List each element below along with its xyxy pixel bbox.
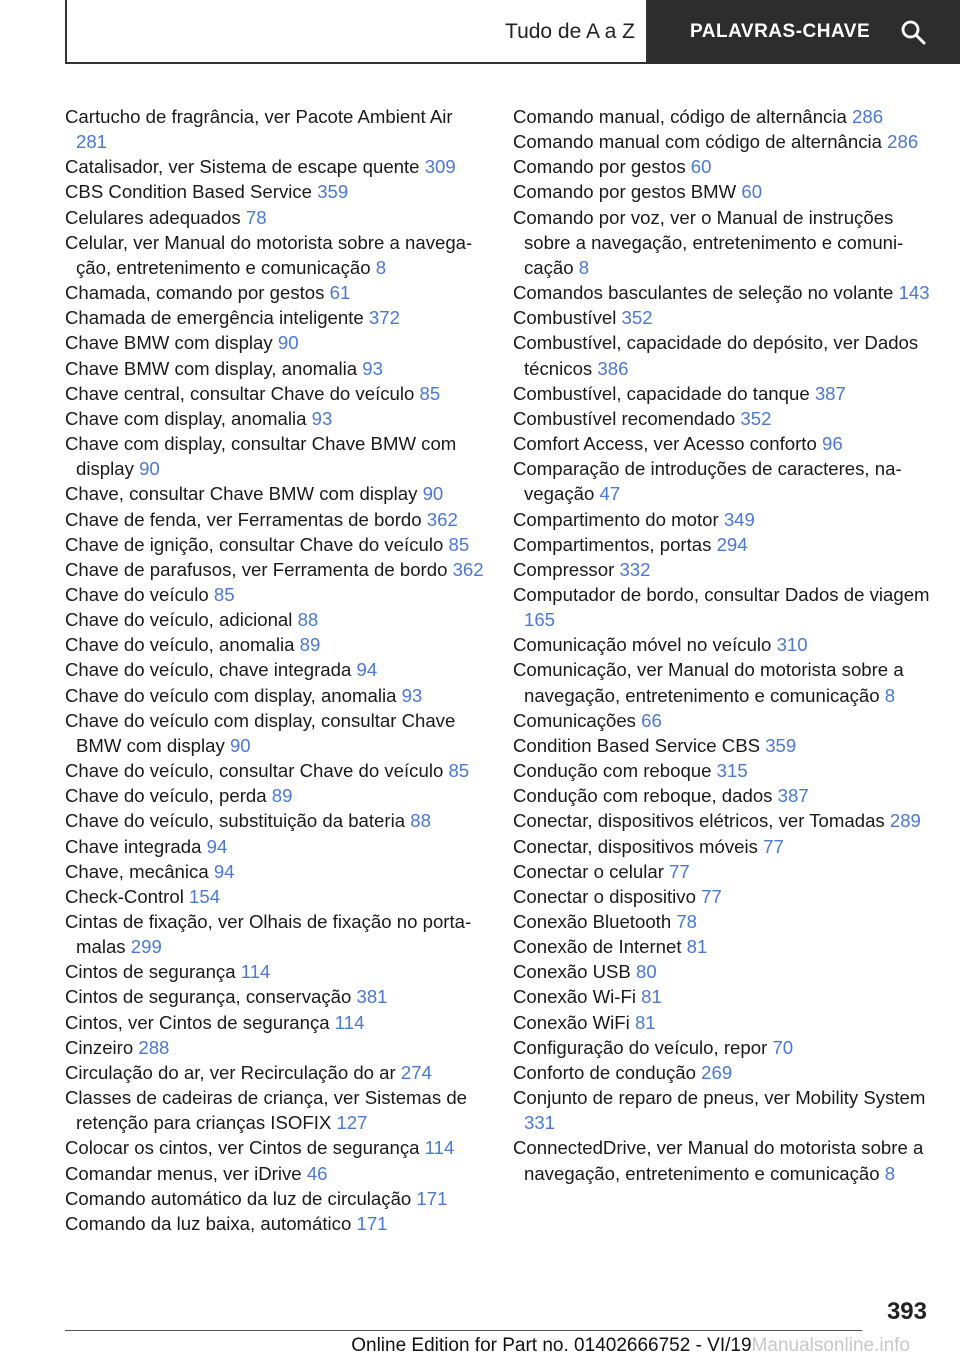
index-entry-text: Conexão Bluetooth (513, 911, 672, 932)
page-link[interactable]: 310 (776, 634, 808, 656)
page-link[interactable]: 70 (772, 1036, 794, 1058)
index-entry-text: Comunicações (513, 709, 636, 731)
index-entry-text: Chave central, consultar Chave do veículo (65, 382, 415, 404)
index-entry-text: Cinzeiro (65, 1036, 134, 1058)
page-link[interactable]: 114 (424, 1137, 455, 1159)
page-link[interactable]: 171 (416, 1187, 448, 1209)
page-link[interactable]: 299 (130, 936, 162, 958)
index-entry (65, 356, 485, 381)
index-entry-text: Colocar os cintos, ver Cintos de segurança (65, 1137, 420, 1159)
page-link[interactable]: 66 (641, 709, 662, 731)
index-entry-text: Chave com display, consultar Chave BMW com display (65, 433, 457, 480)
keywords-tab[interactable] (648, 0, 960, 64)
index-entry (513, 305, 931, 330)
index-entry (65, 1010, 485, 1035)
index-entry-text: Comfort Access, ver Acesso conforto (513, 433, 817, 455)
page-link[interactable]: 77 (669, 860, 690, 882)
page-link[interactable]: 90 (229, 734, 251, 756)
index-entry-text: Cintas de fixação, ver Olhais de fixação no porta-malas (65, 911, 472, 958)
index-entry (65, 1161, 485, 1186)
index-entry (513, 859, 931, 884)
index-entry (513, 783, 931, 808)
page-link[interactable]: 60 (690, 156, 712, 178)
index-entry-text: Chave do veículo (65, 583, 209, 605)
index-entry (65, 557, 485, 582)
index-entry-text: Chave do veículo, perda (65, 785, 267, 807)
page-link[interactable]: 309 (424, 156, 456, 178)
page-number: 393 (886, 1298, 927, 1325)
section-title: Tudo de A a Z (505, 20, 635, 43)
index-entry-text: Computador de bordo, consultar Dados de viagem (513, 583, 930, 605)
page-link[interactable]: 90 (277, 332, 299, 354)
page-link[interactable]: 88 (410, 810, 431, 832)
index-entry (65, 1035, 485, 1060)
index-entry-text: Combustível recomendado (513, 407, 736, 429)
index-entry-text: Conexão de Internet (513, 936, 682, 958)
index-entry (513, 959, 931, 984)
index-entry (513, 431, 931, 456)
page-link[interactable]: 386 (597, 357, 629, 379)
index-entry-text: Comando manual, código de alternância (513, 106, 847, 127)
index-entry (65, 305, 485, 330)
index-entry (513, 179, 931, 204)
index-entry-text: Chave com display, anomalia (65, 407, 307, 429)
index-entry-text: Chave, consultar Chave BMW com display (65, 483, 418, 505)
index-entry-text: Comando por gestos (513, 156, 686, 178)
page-link[interactable]: 94 (206, 835, 228, 857)
index-entry (513, 1060, 931, 1085)
index-column-right (513, 104, 931, 1186)
index-entry (513, 154, 931, 179)
page-link[interactable]: 127 (336, 1112, 368, 1134)
index-entry-text: Cartucho de fragrância, ver Pacote Ambient Air (65, 106, 453, 127)
index-entry (513, 808, 931, 833)
page-link[interactable]: 274 (400, 1061, 432, 1083)
index-entry-text: Condition Based Service CBS (513, 734, 761, 756)
page-link[interactable]: 78 (245, 206, 267, 228)
index-entry-text: Combustível, capacidade do tanque (513, 382, 810, 404)
index-entry (65, 758, 485, 783)
index-entry (513, 507, 931, 532)
index-entry (513, 1085, 931, 1135)
page-link[interactable]: 88 (297, 609, 319, 631)
index-entry (65, 1060, 485, 1085)
index-entry (513, 1135, 931, 1185)
index-entry-text: Configuração do veículo, repor (513, 1036, 768, 1058)
page-link[interactable]: 349 (723, 508, 755, 530)
footer-edition: Online Edition for Part no. 01402666752 - VI/19 (351, 1335, 752, 1356)
page-link[interactable]: 286 (852, 106, 884, 127)
page-link[interactable]: 114 (240, 961, 271, 983)
page-link[interactable]: 362 (452, 558, 484, 580)
index-entry-text: Comandar menus, ver iDrive (65, 1162, 302, 1184)
index-entry-text: Circulação do ar, ver Recirculação do ar (65, 1061, 396, 1083)
index-entry (513, 1035, 931, 1060)
page-link[interactable]: 286 (887, 131, 919, 153)
page-link[interactable]: 77 (763, 835, 784, 857)
page-link[interactable]: 94 (213, 860, 235, 882)
index-entry-text: Chave, mecânica (65, 860, 209, 882)
index-entry-text: Chave de parafusos, ver Ferramenta de bordo (65, 558, 448, 580)
index-entry (65, 431, 485, 481)
index-entry-text: Compartimento do motor (513, 508, 719, 530)
index-entry-text: Conectar o dispositivo (513, 885, 696, 907)
page-link[interactable]: 96 (822, 433, 843, 455)
index-entry-text: Combustível (513, 307, 617, 329)
page-link[interactable]: 8 (578, 256, 590, 278)
page-link[interactable]: 143 (898, 282, 930, 304)
page-link[interactable]: 352 (740, 407, 772, 429)
index-entry (65, 632, 485, 657)
index-entry (513, 205, 931, 280)
index-entry (65, 280, 485, 305)
index-entry-text: Comando por voz, ver o Manual de instruções sobre a navegação, entretenimento e comunicação (513, 206, 904, 278)
page-link[interactable]: 281 (76, 131, 108, 153)
index-entry (65, 984, 485, 1009)
index-entry-text: Chave do veículo com display, consultar Chave BMW com display (65, 709, 456, 756)
page-link[interactable]: 90 (422, 483, 444, 505)
index-entry (65, 532, 485, 557)
index-entry-text: Celulares adequados (65, 206, 241, 228)
index-entry (513, 708, 931, 733)
page-link[interactable]: 8 (884, 684, 896, 706)
index-entry-text: Conjunto de reparo de pneus, ver Mobility System (513, 1087, 926, 1109)
page-link[interactable]: 93 (362, 357, 383, 379)
index-entry (65, 708, 485, 758)
index-entry (513, 984, 931, 1009)
index-entry-text: Comando manual com código de alternância (513, 131, 882, 153)
index-entry (65, 657, 485, 682)
index-entry-text: Classes de cadeiras de criança, ver Sistemas de retenção para crianças ISOFIX (65, 1087, 468, 1134)
page-link[interactable]: 315 (716, 760, 748, 782)
index-entry-text: Comando por gestos BMW (513, 181, 737, 203)
footer (351, 1330, 910, 1362)
index-entry (65, 959, 485, 984)
index-entry (65, 481, 485, 506)
index-entry (513, 104, 931, 129)
page-link[interactable]: 85 (448, 533, 470, 555)
page-link[interactable]: 362 (426, 508, 458, 530)
index-entry-text: Comparação de introduções de caracteres, navegação (513, 458, 902, 505)
page-link[interactable]: 89 (299, 634, 321, 656)
page-link[interactable]: 94 (356, 659, 378, 681)
index-entry (513, 909, 931, 934)
index-entry (513, 129, 931, 154)
index-entry-text: Comando automático da luz de circulação (65, 1187, 412, 1209)
page-link[interactable]: 93 (401, 684, 423, 706)
index-entry (65, 834, 485, 859)
index-entry-text: Cintos de segurança, conservação (65, 986, 352, 1008)
index-entry-text: Chave BMW com display, anomalia (65, 357, 358, 379)
page-link[interactable]: 387 (777, 785, 809, 807)
page-link[interactable]: 81 (686, 936, 708, 958)
page-link[interactable]: 154 (189, 885, 221, 907)
index-entry (65, 859, 485, 884)
index-entry (513, 1010, 931, 1035)
keywords-tab-label: PALAVRAS-CHAVE (690, 21, 871, 42)
page-link[interactable]: 89 (271, 785, 293, 807)
index-entry-text: Comando da luz baixa, automático (65, 1212, 352, 1234)
index-entry-text: Chave do veículo, consultar Chave do veículo (65, 760, 444, 782)
index-entry (513, 834, 931, 859)
index-entry-text: Chave do veículo, adicional (65, 609, 293, 631)
index-entry-text: Chave de ignição, consultar Chave do veículo (65, 533, 444, 555)
page-link[interactable]: 372 (368, 307, 400, 329)
index-entry-text: Chamada, comando por gestos (65, 282, 325, 304)
index-entry (513, 657, 931, 707)
index-entry-text: Chave do veículo, substituição da bateria (65, 810, 406, 832)
index-entry (513, 758, 931, 783)
page-link[interactable]: 60 (741, 181, 763, 203)
index-entry-text: Check-Control (65, 885, 184, 907)
index-entry (65, 1186, 485, 1211)
page-link[interactable]: 269 (701, 1061, 733, 1083)
index-entry-text: Chave BMW com display (65, 332, 273, 354)
index-entry (65, 783, 485, 808)
index-entry-text: Celular, ver Manual do motorista sobre a navegação, entretenimento e comunicação (65, 231, 473, 278)
index-entry-text: Chamada de emergência inteligente (65, 307, 364, 329)
index-entry-text: Compressor (513, 558, 615, 580)
index-entry-text: Conectar o celular (513, 860, 664, 882)
index-entry-text: Cintos, ver Cintos de segurança (65, 1011, 330, 1033)
index-entry (65, 205, 485, 230)
page-link[interactable]: 8 (375, 256, 387, 278)
index-entry (513, 532, 931, 557)
index-entry-text: Catalisador, ver Sistema de escape quente (65, 156, 420, 178)
page-link[interactable]: 85 (213, 583, 235, 605)
index-entry-text: Comunicação, ver Manual do motorista sobre a navegação, entretenimento e comunicação (513, 659, 904, 706)
index-entry (513, 456, 931, 506)
index-entry-text: Comunicação móvel no veículo (513, 634, 772, 656)
index-entry (65, 507, 485, 532)
index-entry-text: Comandos basculantes de seleção no volante (513, 282, 894, 304)
index-entry (513, 733, 931, 758)
page-link[interactable]: 359 (317, 181, 349, 203)
index-entry (513, 557, 931, 582)
index-entry-text: Compartimentos, portas (513, 533, 712, 555)
page-link[interactable]: 171 (356, 1212, 388, 1234)
index-entry (65, 1135, 485, 1160)
index-entry-text: Chave do veículo com display, anomalia (65, 684, 397, 706)
index-entry (65, 607, 485, 632)
index-entry (65, 808, 485, 833)
index-entry-text: Combustível, capacidade do depósito, ver Dados técnicos (513, 332, 919, 379)
page-link[interactable]: 294 (716, 533, 748, 555)
page-link[interactable]: 289 (889, 810, 921, 832)
index-entry (65, 1085, 485, 1135)
index-entry (65, 683, 485, 708)
index-entry (65, 406, 485, 431)
index-entry-text: Chave de fenda, ver Ferramentas de bordo (65, 508, 422, 530)
index-entry (65, 381, 485, 406)
page-link[interactable]: 381 (356, 986, 388, 1008)
index-entry-text: Cintos de segurança (65, 961, 236, 983)
index-entry (65, 909, 485, 959)
index-entry (65, 884, 485, 909)
search-icon[interactable] (900, 19, 926, 45)
index-entry (65, 154, 485, 179)
index-entry-text: Condução com reboque (513, 760, 712, 782)
index-entry (65, 179, 485, 204)
page-link[interactable]: 288 (138, 1036, 170, 1058)
page-link[interactable]: 8 (884, 1162, 896, 1184)
index-entry-text: Condução com reboque, dados (513, 785, 773, 807)
page-link[interactable]: 61 (329, 282, 351, 304)
index-entry-text: Chave do veículo, chave integrada (65, 659, 352, 681)
page-link[interactable]: 47 (599, 483, 621, 505)
page-link[interactable]: 80 (636, 961, 657, 983)
page-link[interactable]: 332 (619, 558, 651, 580)
page-link[interactable]: 81 (634, 1011, 656, 1033)
index-entry (513, 280, 931, 305)
index-entry (513, 330, 931, 380)
index-entry-text: Chave integrada (65, 835, 202, 857)
index-entry (65, 582, 485, 607)
index-entry-text: Conexão WiFi (513, 1011, 630, 1033)
page-link[interactable]: 359 (765, 734, 797, 756)
index-entry-text: Conectar, dispositivos móveis (513, 835, 758, 857)
page-link[interactable]: 90 (139, 458, 160, 480)
index-entry-text: Conexão USB (513, 961, 631, 983)
index-entry (65, 1211, 485, 1236)
page-link[interactable]: 352 (621, 307, 653, 329)
page-link[interactable]: 78 (676, 911, 698, 932)
index-entry-text: Conforto de condução (513, 1061, 696, 1083)
page-link[interactable]: 93 (311, 407, 333, 429)
page-link[interactable]: 77 (701, 885, 722, 907)
index-entry-text: ConnectedDrive, ver Manual do motorista sobre a navegação, entretenimento e comunicação (513, 1137, 924, 1184)
page-link[interactable]: 85 (419, 382, 441, 404)
page-link[interactable]: 85 (448, 760, 470, 782)
index-entry-text: CBS Condition Based Service (65, 181, 313, 203)
index-entry (513, 934, 931, 959)
index-entry-text: Chave do veículo, anomalia (65, 634, 295, 656)
page-link[interactable]: 46 (306, 1162, 328, 1184)
page-link[interactable]: 114 (334, 1011, 365, 1033)
index-entry (65, 104, 485, 154)
index-entry-text: Conectar, dispositivos elétricos, ver Tomadas (513, 810, 885, 832)
index-column-left (65, 104, 485, 1236)
page-link[interactable]: 331 (524, 1112, 556, 1134)
index-entry-text: Conexão Wi-Fi (513, 986, 636, 1008)
page-link[interactable]: 81 (641, 986, 662, 1008)
index-entry (513, 381, 931, 406)
index-entry (513, 406, 931, 431)
index-entry (513, 884, 931, 909)
index-entry (513, 632, 931, 657)
footer-watermark: Manualsonline.info (751, 1335, 910, 1356)
index-entry (65, 330, 485, 355)
page-link[interactable]: 387 (814, 382, 846, 404)
page-link[interactable]: 165 (524, 609, 556, 631)
index-entry (513, 582, 931, 632)
index-entry (65, 230, 485, 280)
